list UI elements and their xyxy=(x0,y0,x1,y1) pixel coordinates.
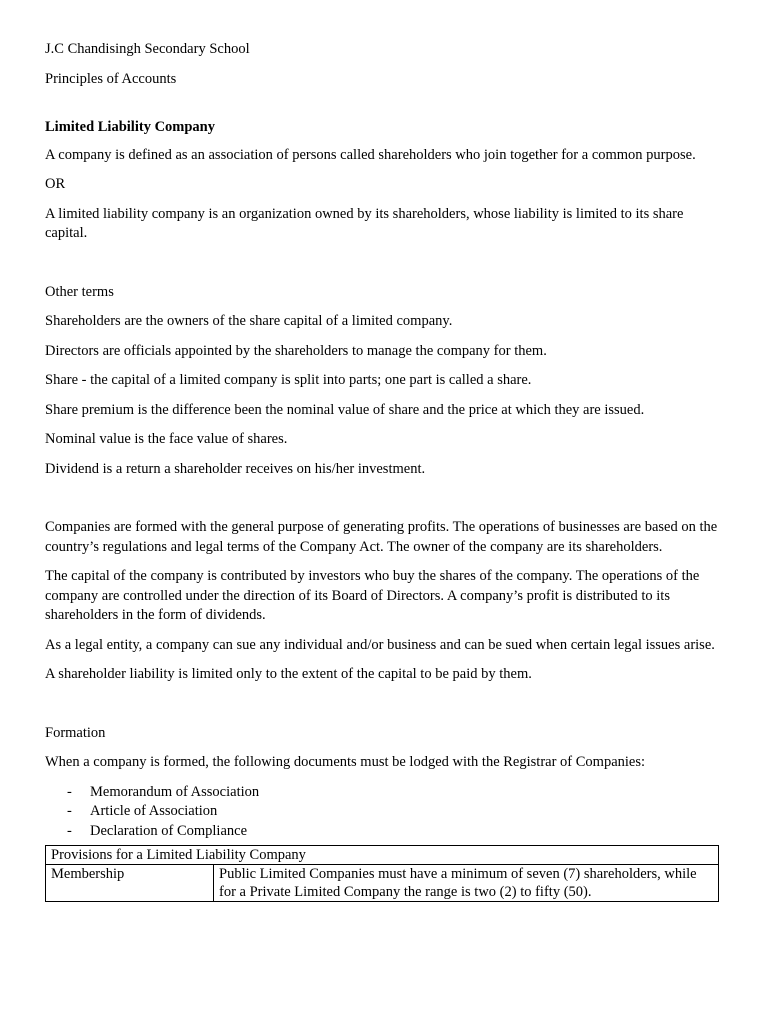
section-heading-formation: Formation xyxy=(45,724,106,741)
spacer xyxy=(45,695,722,724)
term-paragraph: Share - the capital of a limited company is split into parts; one part is called a share. xyxy=(45,372,532,388)
table-row xyxy=(46,865,719,902)
body-paragraph: Companies are formed with the general purpose of generating profits. The operations of businesses are based on the country’s regulations and legal terms of the Company Act. The owner of the company are its shareholders. xyxy=(45,519,718,555)
list-item-text: Declaration of Compliance xyxy=(90,822,248,839)
documents-list xyxy=(45,783,722,842)
formation-intro: When a company is formed, the following documents must be lodged with the Registrar of Companies: xyxy=(45,754,646,770)
or-separator: OR xyxy=(45,176,66,192)
dash-bullet: - xyxy=(67,822,72,839)
definition-paragraph: A limited liability company is an organization owned by its shareholders, whose liability is limited to its share capital. xyxy=(45,205,684,241)
dash-bullet: - xyxy=(67,783,72,800)
list-item xyxy=(45,783,722,803)
list-item-text: Article of Association xyxy=(90,803,218,819)
provisions-table xyxy=(45,845,719,902)
dash-bullet: - xyxy=(67,803,72,819)
school-name: J.C Chandisingh Secondary School xyxy=(45,41,250,57)
section-heading-other-terms: Other terms xyxy=(45,283,114,300)
term-paragraph: Directors are officials appointed by the shareholders to manage the company for them. xyxy=(45,342,547,359)
table-label-cell: Membership xyxy=(46,865,214,902)
body-paragraph: The capital of the company is contributed by investors who buy the shares of the company. The operations of the company are controlled under the direction of its Board of Directors. A company’s profit is distributed to its shareholders in the form of dividends. xyxy=(45,568,700,623)
list-item-text: Memorandum of Association xyxy=(90,783,260,800)
list-item xyxy=(45,822,722,842)
definition-paragraph: A company is defined as an association of persons called shareholders who join together for a common purpose. xyxy=(45,146,696,163)
spacer xyxy=(45,254,722,283)
term-paragraph: Shareholders are the owners of the share capital of a limited company. xyxy=(45,313,453,329)
list-item xyxy=(45,802,722,822)
term-paragraph: Share premium is the difference been the nominal value of share and the price at which they are issued. xyxy=(45,401,645,418)
spacer xyxy=(45,489,722,518)
table-title-cell: Provisions for a Limited Liability Company xyxy=(46,846,719,865)
body-paragraph: A shareholder liability is limited only to the extent of the capital to be paid by them. xyxy=(45,666,532,682)
table-value-cell: Public Limited Companies must have a minimum of seven (7) shareholders, while for a Private Limited Company the range is two (2) to fifty (50). xyxy=(214,865,719,902)
term-paragraph: Dividend is a return a shareholder receives on his/her investment. xyxy=(45,460,426,477)
section-heading-llc: Limited Liability Company xyxy=(45,119,215,135)
table-header-row xyxy=(46,846,719,865)
body-paragraph: As a legal entity, a company can sue any individual and/or business and can be sued when certain legal issues arise. xyxy=(45,636,715,653)
subject-title: Principles of Accounts xyxy=(45,70,177,87)
term-paragraph: Nominal value is the face value of shares. xyxy=(45,431,288,447)
